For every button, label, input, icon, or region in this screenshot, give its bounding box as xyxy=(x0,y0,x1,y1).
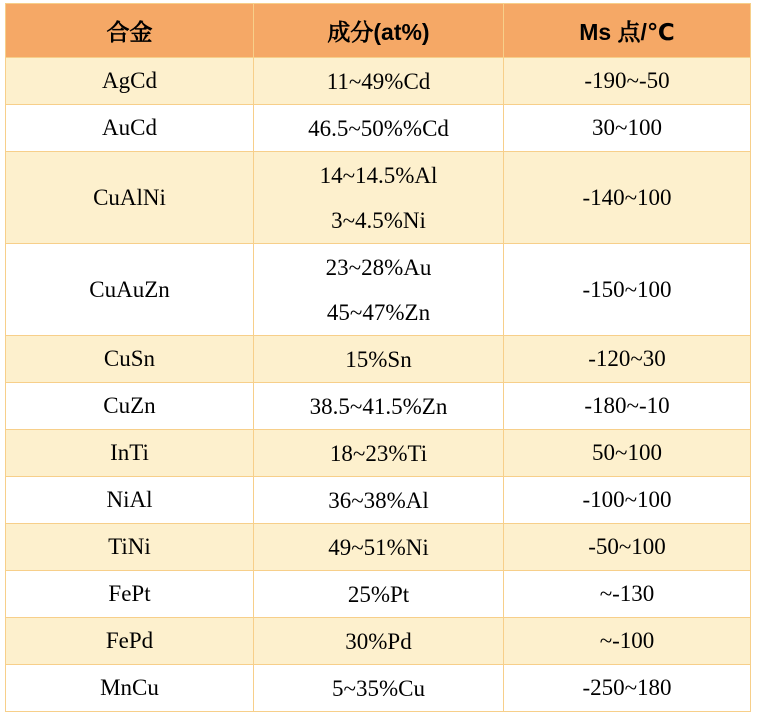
table-header xyxy=(6,4,751,58)
alloy-cell: CuSn xyxy=(6,336,254,383)
composition-line: 25%Pt xyxy=(347,581,410,607)
alloy-cell: TiNi xyxy=(6,524,254,571)
table-row xyxy=(6,524,751,571)
composition-cell xyxy=(254,430,504,477)
ms-point-cell: -120~30 xyxy=(504,336,751,383)
alloy-cell: MnCu xyxy=(6,665,254,712)
table-row xyxy=(6,58,751,105)
alloy-cell: AuCd xyxy=(6,105,254,152)
table-row xyxy=(6,665,751,712)
alloy-cell: FePt xyxy=(6,571,254,618)
ms-point-cell: -140~100 xyxy=(504,152,751,244)
alloy-cell: CuZn xyxy=(6,383,254,430)
table-row xyxy=(6,152,751,244)
composition-cell xyxy=(254,665,504,712)
ms-point-cell: -180~-10 xyxy=(504,383,751,430)
alloy-ms-table xyxy=(5,3,751,712)
header-alloy: 合金 xyxy=(6,4,254,58)
ms-point-cell: ~-100 xyxy=(504,618,751,665)
ms-point-cell: -190~-50 xyxy=(504,58,751,105)
table-row xyxy=(6,477,751,524)
composition-line: 36~38%Al xyxy=(328,487,429,513)
ms-point-cell: -150~100 xyxy=(504,244,751,336)
alloy-cell: CuAlNi xyxy=(6,152,254,244)
table-body xyxy=(6,58,751,712)
composition-cell xyxy=(254,58,504,105)
composition-cell xyxy=(254,524,504,571)
header-composition: 成分(at%) xyxy=(254,4,504,58)
composition-cell xyxy=(254,152,504,244)
composition-line: 5~35%Cu xyxy=(332,675,425,701)
composition-cell xyxy=(254,571,504,618)
table-row xyxy=(6,571,751,618)
alloy-cell: CuAuZn xyxy=(6,244,254,336)
header-ms-point: Ms 点/℃ xyxy=(504,4,751,58)
composition-line: 30%Pd xyxy=(345,628,412,654)
composition-line: 49~51%Ni xyxy=(328,534,429,560)
table-row xyxy=(6,383,751,430)
composition-cell xyxy=(254,383,504,430)
composition-line: 46.5~50%%Cd xyxy=(308,115,449,141)
composition-line: 38.5~41.5%Zn xyxy=(309,393,448,419)
composition-line: 14~14.5%Al xyxy=(319,162,438,188)
composition-cell xyxy=(254,244,504,336)
ms-point-cell: -250~180 xyxy=(504,665,751,712)
table-row xyxy=(6,618,751,665)
composition-cell xyxy=(254,105,504,152)
composition-cell xyxy=(254,618,504,665)
composition-cell xyxy=(254,477,504,524)
composition-line: 3~4.5%Ni xyxy=(331,207,426,233)
ms-point-cell: -50~100 xyxy=(504,524,751,571)
composition-line: 18~23%Ti xyxy=(329,440,428,466)
alloy-cell: AgCd xyxy=(6,58,254,105)
alloy-cell: FePd xyxy=(6,618,254,665)
table-row xyxy=(6,430,751,477)
ms-point-cell: -100~100 xyxy=(504,477,751,524)
composition-cell xyxy=(254,336,504,383)
composition-line: 15%Sn xyxy=(345,346,412,372)
composition-line: 45~47%Zn xyxy=(326,299,431,325)
ms-point-cell: 30~100 xyxy=(504,105,751,152)
ms-point-cell: 50~100 xyxy=(504,430,751,477)
table-row xyxy=(6,105,751,152)
composition-line: 11~49%Cd xyxy=(326,68,431,94)
table-row xyxy=(6,336,751,383)
alloy-cell: NiAl xyxy=(6,477,254,524)
ms-point-cell: ~-130 xyxy=(504,571,751,618)
header-row xyxy=(6,4,751,58)
composition-line: 23~28%Au xyxy=(325,254,432,280)
table-row xyxy=(6,244,751,336)
alloy-cell: InTi xyxy=(6,430,254,477)
